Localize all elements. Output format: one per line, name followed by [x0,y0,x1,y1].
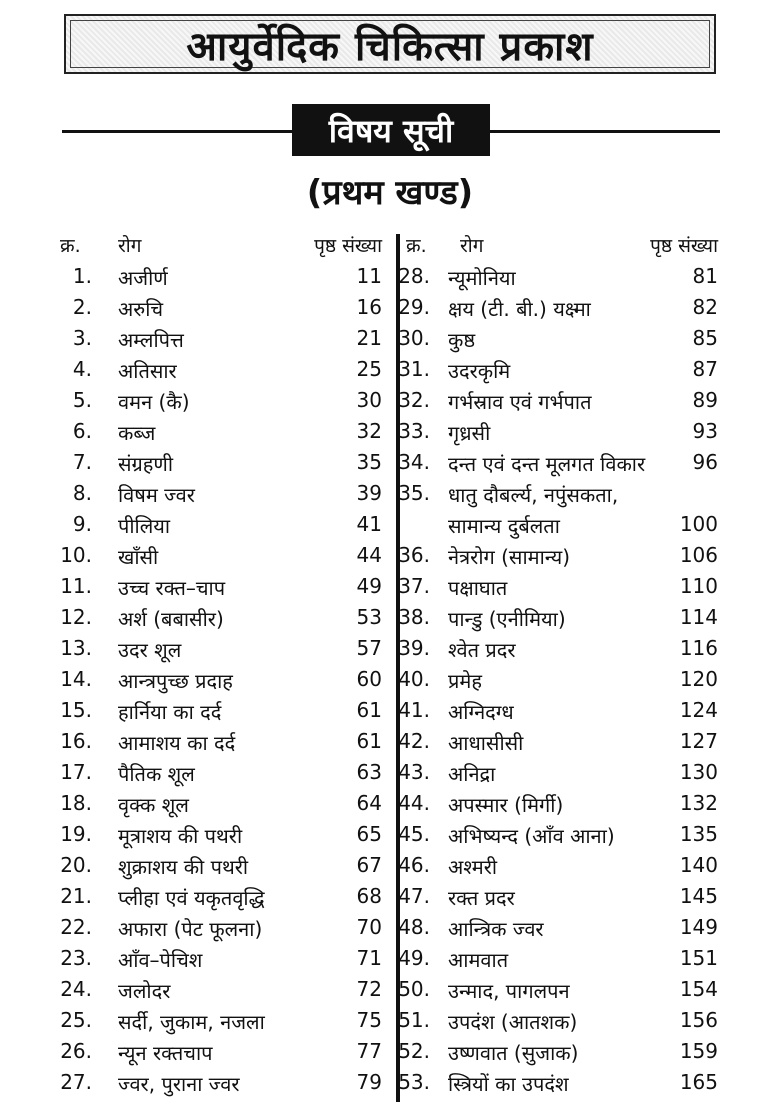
toc-entry [52,884,388,915]
toc-entry [52,574,388,605]
entry-number: 12. [60,605,92,629]
entry-disease: आमवात [448,948,509,972]
toc-entry [390,543,724,574]
entry-disease: अतिसार [118,359,177,383]
entry-page: 149 [679,915,718,939]
entry-disease: अपस्मार (मिर्गी) [448,793,564,817]
toc-entry [52,388,388,419]
entry-number: 50. [398,977,430,1001]
toc-entry [52,419,388,450]
entry-number: 11. [60,574,92,598]
toc-entry [390,760,724,791]
entry-number: 40. [398,667,430,691]
entry-page: 16 [356,295,382,319]
entry-number: 31. [398,357,430,381]
toc-entry [52,636,388,667]
entry-disease: नेत्ररोग (सामान्य) [448,545,571,569]
entry-disease: रक्त प्रदर [448,886,515,910]
entry-disease: अभिष्यन्द (आँव आना) [448,824,615,848]
entry-number: 35. [398,481,430,505]
entry-page: 120 [679,667,718,691]
toc-entry [52,357,388,388]
entry-number: 53. [398,1070,430,1094]
rule-left [62,130,294,133]
entry-number: 18. [60,791,92,815]
entry-number: 25. [60,1008,92,1032]
entry-disease: गृध्रसी [448,421,491,445]
entry-disease: दन्त एवं दन्त मूलगत विकार [448,452,646,476]
toc-entry [390,264,724,295]
entry-disease: धातु दौबर्ल्य, नपुंसकता, [448,483,619,507]
toc-entry [52,1008,388,1039]
entry-page: 68 [356,884,382,908]
entry-page: 79 [356,1070,382,1094]
entry-number: 13. [60,636,92,660]
toc-entry [390,853,724,884]
entry-disease: उदरकृमि [448,359,511,383]
entry-disease: न्यून रक्तचाप [118,1041,213,1065]
entry-number: 10. [60,543,92,567]
entry-disease: आधासीसी [448,731,524,755]
entry-number: 16. [60,729,92,753]
entry-disease: न्यूमोनिया [448,266,516,290]
entry-number: 36. [398,543,430,567]
entry-page: 135 [679,822,718,846]
toc-entry [390,822,724,853]
entry-number: 38. [398,605,430,629]
entry-disease: जलोदर [118,979,171,1003]
entry-disease: आँव–पेचिश [118,948,203,972]
toc-entry [390,667,724,698]
entry-disease: आन्त्रपुच्छ प्रदाह [118,669,233,693]
entry-disease: गर्भस्राव एवं गर्भपात [448,390,592,414]
entry-disease: खाँसी [118,545,159,569]
entry-page: 110 [679,574,718,598]
entry-disease: ज्वर, पुराना ज्वर [118,1072,240,1096]
entry-number: 41. [398,698,430,722]
toc-entry [390,357,724,388]
entry-page: 32 [356,419,382,443]
entry-page: 64 [356,791,382,815]
entry-number: 23. [60,946,92,970]
entry-number: 4. [72,357,92,381]
entry-page: 140 [679,853,718,877]
toc-entry [52,729,388,760]
entry-disease: अर्श (बबासीर) [118,607,224,631]
entry-disease: वमन (कै) [118,390,190,414]
toc-entry [52,450,388,481]
toc-entry [52,946,388,977]
entry-page: 11 [356,264,382,288]
entry-number: 52. [398,1039,430,1063]
entry-disease: उष्णवात (सुजाक) [448,1041,579,1065]
header-page: पृष्ठ संख्या [650,235,718,257]
entry-number: 29. [398,295,430,319]
toc-entry [52,760,388,791]
entry-number: 32. [398,388,430,412]
entry-disease: श्वेत प्रदर [448,638,516,662]
entry-number: 28. [398,264,430,288]
entry-page: 71 [356,946,382,970]
toc-entry [390,636,724,667]
entry-number: 1. [72,264,92,288]
left-column-header [60,232,390,262]
toc-entry [390,481,724,512]
entry-page: 82 [692,295,718,319]
entry-number: 15. [60,698,92,722]
toc-label: विषय सूची [292,104,490,156]
toc-entry [390,1070,724,1101]
entry-number: 33. [398,419,430,443]
toc-entry [52,481,388,512]
book-title-banner [64,14,716,74]
entry-number: 43. [398,760,430,784]
toc-entry [390,512,724,543]
entry-disease: मूत्राशय की पथरी [118,824,243,848]
entry-disease: विषम ज्वर [118,483,195,507]
entry-disease: उन्माद, पागलपन [448,979,570,1003]
entry-disease: पान्डु (एनीमिया) [448,607,566,631]
entry-disease: अम्लपित्त [118,328,184,352]
entry-number: 2. [72,295,92,319]
toc-entry [390,605,724,636]
entry-page: 67 [356,853,382,877]
entry-disease: शुक्राशय की पथरी [118,855,249,879]
entry-number: 20. [60,853,92,877]
entry-disease: उदर शूल [118,638,182,662]
entry-disease: उच्च रक्त–चाप [118,576,226,600]
entry-page: 89 [692,388,718,412]
toc-entry [52,326,388,357]
entry-number: 22. [60,915,92,939]
entry-disease: स्त्रियों का उपदंश [448,1072,569,1096]
entry-disease: अग्निदग्ध [448,700,514,724]
entry-number: 47. [398,884,430,908]
entry-disease: कब्ज [118,421,156,445]
entry-number: 45. [398,822,430,846]
entry-disease: प्रमेह [448,669,482,693]
entry-number: 42. [398,729,430,753]
entry-disease: पैतिक शूल [118,762,195,786]
entry-page: 60 [356,667,382,691]
entry-disease: आमाशय का दर्द [118,731,236,755]
toc-entry [52,791,388,822]
entry-page: 87 [692,357,718,381]
entry-number: 49. [398,946,430,970]
entry-page: 63 [356,760,382,784]
toc-entry [52,822,388,853]
toc-entry [52,295,388,326]
toc-entry [390,419,724,450]
entry-number: 21. [60,884,92,908]
book-title: आयुर्वेदिक चिकित्सा प्रकाश [186,23,594,70]
entry-disease: कुष्ठ [448,328,476,352]
entry-disease: पक्षाघात [448,576,508,600]
toc-entry [390,884,724,915]
entry-page: 85 [692,326,718,350]
toc-entry [390,698,724,729]
toc-entry [390,450,724,481]
entry-page: 44 [356,543,382,567]
toc-entry [52,977,388,1008]
entry-page: 21 [356,326,382,350]
entry-number: 6. [72,419,92,443]
entry-number: 19. [60,822,92,846]
entry-disease: सामान्य दुर्बलता [448,514,560,538]
entry-number: 24. [60,977,92,1001]
toc-entry [52,915,388,946]
toc-entry [390,1008,724,1039]
entry-page: 70 [356,915,382,939]
toc-entry [52,605,388,636]
entry-page: 93 [692,419,718,443]
header-num: क्र. [406,235,427,257]
toc-entry [52,853,388,884]
entry-page: 114 [679,605,718,629]
entry-page: 116 [679,636,718,660]
entry-page: 39 [356,481,382,505]
entry-number: 7. [72,450,92,474]
toc-entry [52,698,388,729]
entry-number: 26. [60,1039,92,1063]
header-disease: रोग [460,235,484,257]
entry-page: 81 [692,264,718,288]
entry-number: 30. [398,326,430,350]
entry-number: 17. [60,760,92,784]
entry-disease: आन्त्रिक ज्वर [448,917,544,941]
entry-disease: वृक्क शूल [118,793,189,817]
entry-page: 75 [356,1008,382,1032]
toc-entry [52,512,388,543]
entry-page: 132 [679,791,718,815]
entry-page: 72 [356,977,382,1001]
toc-entry [390,1039,724,1070]
entry-page: 53 [356,605,382,629]
entry-page: 127 [679,729,718,753]
entry-page: 100 [679,512,718,536]
entry-page: 65 [356,822,382,846]
entry-number: 9. [72,512,92,536]
entry-page: 124 [679,698,718,722]
entry-disease: हार्निया का दर्द [118,700,222,724]
entry-page: 61 [356,729,382,753]
entry-number: 14. [60,667,92,691]
header-num: क्र. [60,235,81,257]
entry-disease: संग्रहणी [118,452,174,476]
entry-disease: अनिद्रा [448,762,496,786]
entry-page: 61 [356,698,382,722]
toc-entry [390,791,724,822]
entry-number: 39. [398,636,430,660]
entry-disease: पीलिया [118,514,171,538]
toc-entry [390,326,724,357]
entry-page: 57 [356,636,382,660]
toc-entry [52,543,388,574]
toc-entry [390,574,724,605]
entry-page: 35 [356,450,382,474]
entry-page: 30 [356,388,382,412]
entry-disease: अरुचि [118,297,164,321]
entry-page: 151 [679,946,718,970]
toc-entry [52,264,388,295]
entry-number: 34. [398,450,430,474]
header-page: पृष्ठ संख्या [314,235,382,257]
entry-disease: क्षय (टी. बी.) यक्ष्मा [448,297,591,321]
rule-right [490,130,720,133]
toc-entry [52,1039,388,1070]
entry-page: 130 [679,760,718,784]
entry-disease: प्लीहा एवं यकृतवृद्धि [118,886,265,910]
entry-disease: अजीर्ण [118,266,168,290]
entry-number: 8. [72,481,92,505]
toc-entry [390,388,724,419]
entry-page: 96 [692,450,718,474]
entry-number: 37. [398,574,430,598]
entry-number: 51. [398,1008,430,1032]
entry-page: 156 [679,1008,718,1032]
toc-entry [52,667,388,698]
entry-page: 49 [356,574,382,598]
entry-page: 77 [356,1039,382,1063]
entry-page: 159 [679,1039,718,1063]
entry-page: 106 [679,543,718,567]
entry-disease: अश्मरी [448,855,498,879]
entry-number: 3. [72,326,92,350]
entry-number: 44. [398,791,430,815]
toc-entry [390,295,724,326]
entry-disease: उपदंश (आतशक) [448,1010,578,1034]
entry-number: 5. [72,388,92,412]
section-title: (प्रथम खण्ड) [306,173,474,213]
header-disease: रोग [118,235,142,257]
toc-entry [390,977,724,1008]
entry-page: 145 [679,884,718,908]
entry-page: 25 [356,357,382,381]
entry-page: 154 [679,977,718,1001]
toc-entry [390,946,724,977]
entry-page: 165 [679,1070,718,1094]
entry-number: 48. [398,915,430,939]
right-column-header [406,232,726,262]
entry-number: 27. [60,1070,92,1094]
toc-entry [52,1070,388,1101]
toc-entry [390,729,724,760]
entry-disease: सर्दी, जुकाम, नजला [118,1010,265,1034]
entry-number: 46. [398,853,430,877]
entry-page: 41 [356,512,382,536]
entry-disease: अफारा (पेट फूलना) [118,917,263,941]
toc-entry [390,915,724,946]
